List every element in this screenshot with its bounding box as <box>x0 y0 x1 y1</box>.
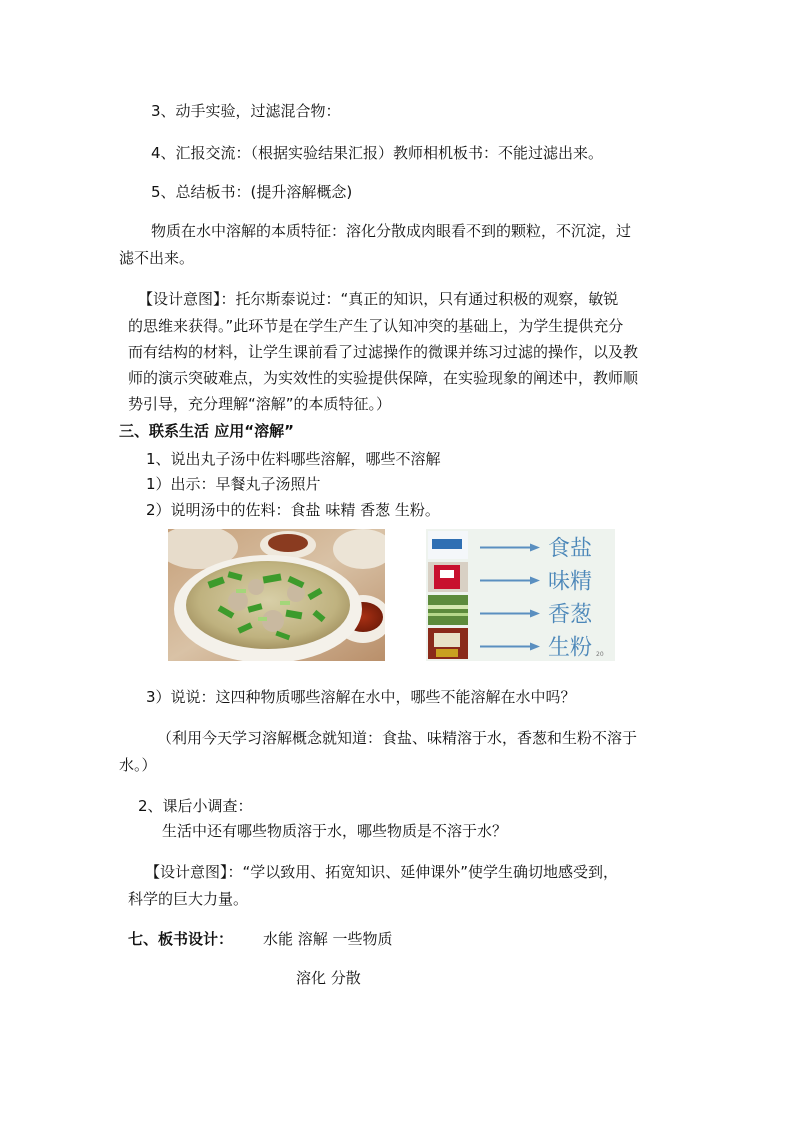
step-3: 3、动手实验，过滤混合物： <box>151 102 341 120</box>
ingredient-label: 香葱 <box>548 602 593 628</box>
design-intent-1-line-4: 师的演示突破难点，为实效性的实验提供保障，在实验现象的阐述中，教师顺 <box>128 369 639 387</box>
design-intent-1-line-3: 而有结构的材料，让学生课前看了过滤操作的微课并练习过滤的操作，以及教 <box>128 343 639 361</box>
item-1: 1、说出丸子汤中佐料哪些溶解，哪些不溶解 <box>146 450 441 468</box>
item-2-question: 生活中还有哪些物质溶于水，哪些物质是不溶于水？ <box>162 822 508 840</box>
design-intent-2-line-2: 科学的巨大力量。 <box>128 890 249 908</box>
section-7-heading: 七、板书设计： <box>128 930 234 948</box>
essence-line-2: 滤不出来。 <box>119 249 195 267</box>
soup-photo <box>168 529 385 661</box>
board-line-1: 水能 溶解 一些物质 <box>263 930 393 948</box>
board-line-2: 溶化 分散 <box>296 969 361 987</box>
ingredients-slide <box>426 529 615 661</box>
section-3-heading: 三、联系生活 应用“溶解” <box>119 422 294 440</box>
design-intent-1-line-5: 势引导，充分理解“溶解”的本质特征。） <box>128 395 392 413</box>
design-intent-1-line-2: 的思维来获得。”此环节是在学生产生了认知冲突的基础上，为学生提供充分 <box>128 317 624 335</box>
answer-line-1: （利用今天学习溶解概念就知道：食盐、味精溶于水，香葱和生粉不溶于 <box>157 729 638 747</box>
ingredient-label: 生粉 <box>548 635 593 661</box>
ingredient-label: 味精 <box>548 569 593 595</box>
essence-line-1: 物质在水中溶解的本质特征：溶化分散成肉眼看不到的颗粒，不沉淀，过 <box>151 222 632 240</box>
item-1-2: 2）说明汤中的佐料：食盐 味精 香葱 生粉。 <box>146 501 440 519</box>
slide-page-number: 20 <box>596 651 604 658</box>
answer-line-2: 水。） <box>119 756 157 774</box>
step-4: 4、汇报交流：（根据实验结果汇报）教师相机板书：不能过滤出来。 <box>151 144 604 162</box>
item-1-1: 1）出示：早餐丸子汤照片 <box>146 475 321 493</box>
ingredient-label: 食盐 <box>548 536 593 562</box>
item-2: 2、课后小调查： <box>138 797 253 815</box>
design-intent-2-line-1: 【设计意图】：“学以致用、拓宽知识、延伸课外”使学生确切地感受到， <box>145 863 619 881</box>
design-intent-1-line-1: 【设计意图】：托尔斯泰说过：“真正的知识，只有通过积极的观察，敏锐 <box>138 290 619 308</box>
step-5: 5、总结板书：(提升溶解概念) <box>151 183 353 201</box>
item-1-3: 3）说说：这四种物质哪些溶解在水中，哪些不能溶解在水中吗？ <box>146 688 576 706</box>
